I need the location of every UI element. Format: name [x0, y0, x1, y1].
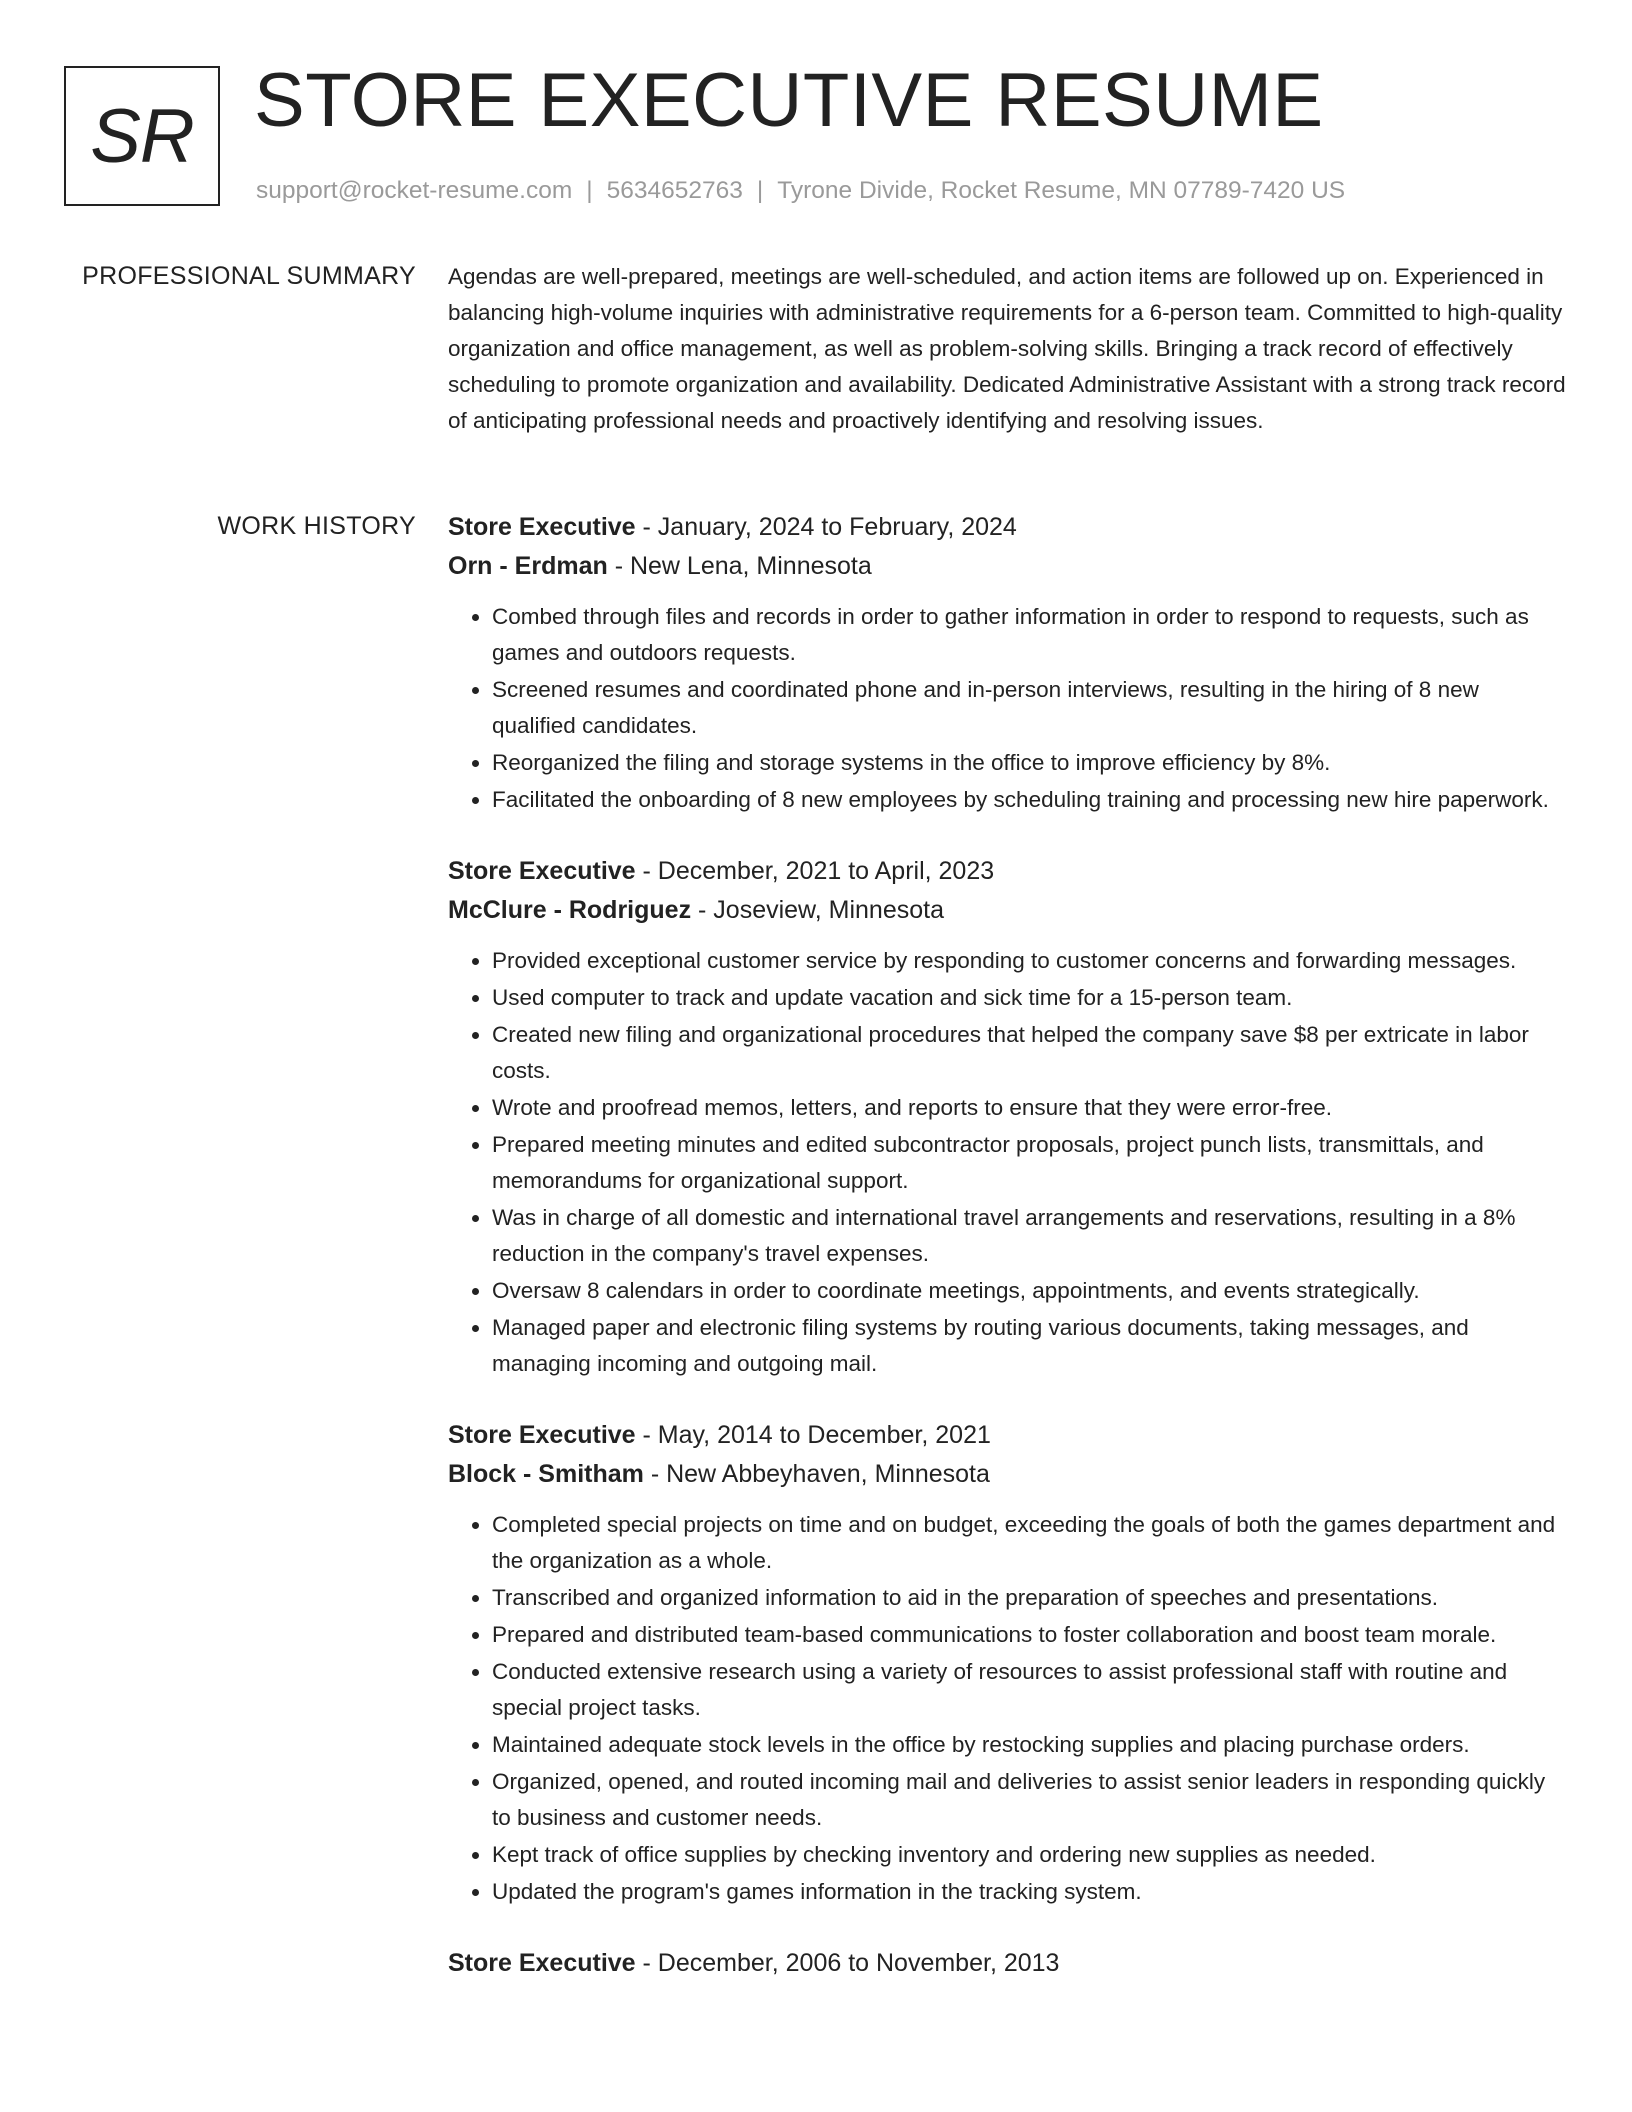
job-company: Orn - Erdman [448, 552, 608, 580]
summary-section-label: PROFESSIONAL SUMMARY [82, 262, 416, 290]
job-title: Store Executive [448, 1949, 636, 1977]
job-bullet: • Combed through files and records in order to gather information in order to respond to requests, such as games and outdoors requests. [492, 599, 1568, 671]
job-bullet: • Prepared meeting minutes and edited subcontractor proposals, project punch lists, transmittals, and memorandums for organizational support. [492, 1127, 1568, 1199]
job-bullet: • Prepared and distributed team-based communications to foster collaboration and boost team morale. [492, 1617, 1568, 1653]
work-history-section-label: WORK HISTORY [217, 512, 416, 540]
job-bullet: • Updated the program's games information in the tracking system. [492, 1874, 1568, 1910]
job-bullet: • Completed special projects on time and on budget, exceeding the goals of both the games department and the organization as a whole. [492, 1507, 1568, 1579]
summary-section [448, 259, 1568, 439]
job-entry [448, 852, 1568, 1382]
contact-separator: | [586, 177, 593, 204]
contact-separator: | [756, 177, 764, 204]
contact-email: support@rocket-resume.com [256, 177, 573, 204]
job-bullet: • Oversaw 8 calendars in order to coordinate meetings, appointments, and events strategically. [492, 1273, 1568, 1309]
job-entry [448, 1416, 1568, 1910]
job-location: - New Abbeyhaven, Minnesota [643, 1460, 990, 1488]
job-bullet: • Organized, opened, and routed incoming mail and deliveries to assist senior leaders in responding quickly to business and customer needs. [492, 1764, 1568, 1836]
resume-title: STORE EXECUTIVE RESUME [254, 58, 1324, 143]
job-company-line [448, 891, 1568, 930]
job-title: Store Executive [448, 1421, 636, 1449]
job-bullet: • Was in charge of all domestic and international travel arrangements and reservations, resulting in a 8% reduction in the company's travel expenses. [492, 1200, 1568, 1272]
job-company-line [448, 547, 1568, 586]
job-bullets [448, 943, 1568, 1382]
job-dates: - May, 2014 to December, 2021 [635, 1421, 991, 1449]
work-history-section [448, 508, 1568, 2017]
monogram: SR [64, 66, 220, 206]
job-dates: - January, 2024 to February, 2024 [635, 513, 1017, 541]
job-title-line [448, 852, 1568, 891]
job-dates: - December, 2021 to April, 2023 [635, 857, 995, 885]
job-bullet: • Transcribed and organized information to aid in the preparation of speeches and presentations. [492, 1580, 1568, 1616]
job-bullet: • Screened resumes and coordinated phone and in-person interviews, resulting in the hiring of 8 new qualified candidates. [492, 672, 1568, 744]
job-entry [448, 508, 1568, 818]
job-bullet: • Maintained adequate stock levels in the office by restocking supplies and placing purchase orders. [492, 1727, 1568, 1763]
contact-phone: 5634652763 [606, 177, 743, 204]
summary-text: Agendas are well-prepared, meetings are well-scheduled, and action items are followed up on. Experienced in balancing high-volume inquiries with administrative requirements for a 6-person team. Committed to high-quality organization and office management, as well as problem-solving skills. Bringing a track record of effectively scheduling to promote organization and availability. Dedicated Administrative Assistant with a strong track record of anticipating professional needs and proactively identifying and resolving issues. [448, 264, 1566, 433]
job-title-line [448, 508, 1568, 547]
job-bullet: • Reorganized the filing and storage systems in the office to improve efficiency by 8%. [492, 745, 1568, 781]
job-company: Block - Smitham [448, 1460, 644, 1488]
job-location: - New Lena, Minnesota [607, 552, 872, 580]
job-location: - Joseview, Minnesota [691, 896, 944, 924]
job-dates: - December, 2006 to November, 2013 [635, 1949, 1060, 1977]
job-bullets [448, 1507, 1568, 1910]
contact-line [256, 174, 1345, 208]
job-title: Store Executive [448, 513, 636, 541]
job-bullet: • Conducted extensive research using a variety of resources to assist professional staff with routine and special project tasks. [492, 1654, 1568, 1726]
job-bullet: • Used computer to track and update vacation and sick time for a 15-person team. [492, 980, 1568, 1016]
job-entry [448, 1944, 1568, 1983]
job-bullet: • Facilitated the onboarding of 8 new employees by scheduling training and processing new hire paperwork. [492, 782, 1568, 818]
job-bullet: • Kept track of office supplies by checking inventory and ordering new supplies as needed. [492, 1837, 1568, 1873]
job-bullet: • Provided exceptional customer service by responding to customer concerns and forwarding messages. [492, 943, 1568, 979]
job-bullet: • Created new filing and organizational procedures that helped the company save $8 per extricate in labor costs. [492, 1017, 1568, 1089]
job-bullet: • Managed paper and electronic filing systems by routing various documents, taking messages, and managing incoming and outgoing mail. [492, 1310, 1568, 1382]
job-company: McClure - Rodriguez [448, 896, 692, 924]
contact-address: Tyrone Divide, Rocket Resume, MN 07789-7420 US [777, 177, 1346, 204]
job-bullet: • Wrote and proofread memos, letters, and reports to ensure that they were error-free. [492, 1090, 1568, 1126]
job-title-line [448, 1416, 1568, 1455]
job-title-line [448, 1944, 1568, 1983]
job-company-line [448, 1455, 1568, 1494]
job-title: Store Executive [448, 857, 636, 885]
job-bullets [448, 599, 1568, 818]
